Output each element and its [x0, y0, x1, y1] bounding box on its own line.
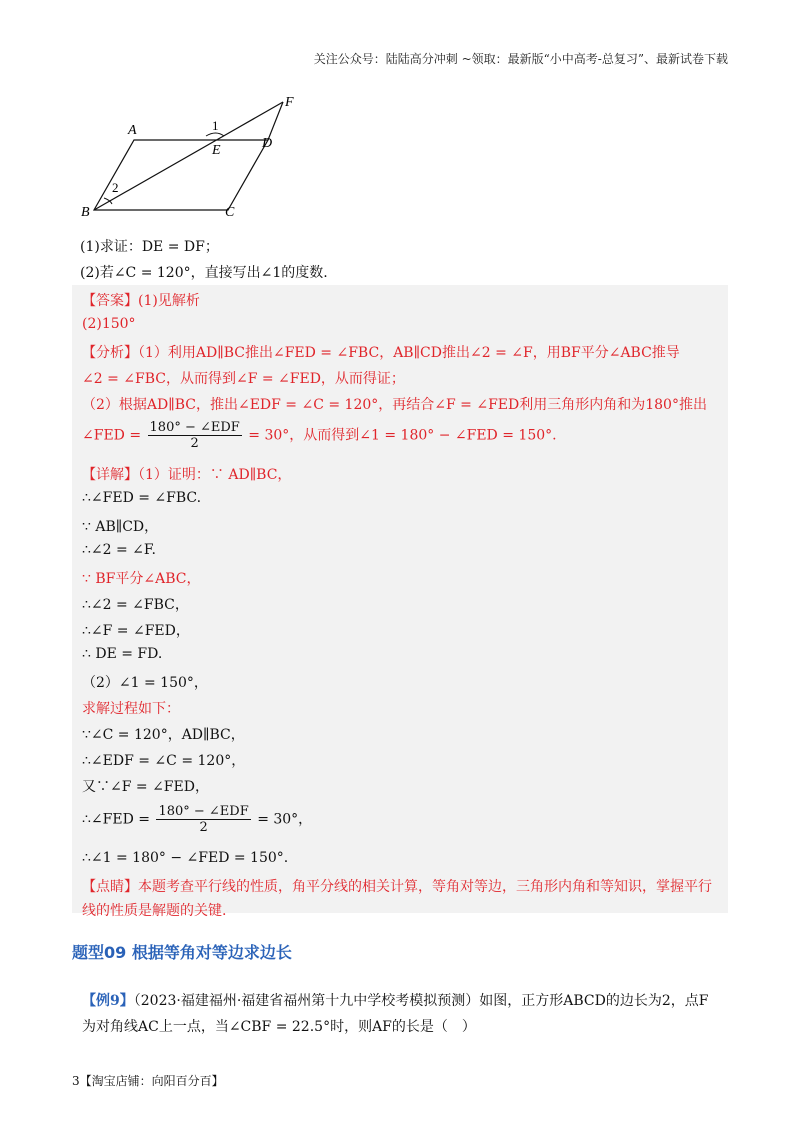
- analysis-fraction-denominator: 2: [190, 436, 199, 451]
- analysis-text-3: （2）根据AD∥BC，推出∠EDF = ∠C = 120°，再结合∠F = ∠FED利用三角形内角和为180°推出: [82, 397, 707, 413]
- segment-df: [268, 102, 283, 140]
- detail-final: ∴∠1 = 180° − ∠FED = 150°.: [82, 850, 289, 866]
- answer-line-1: [82, 290, 200, 310]
- comment-text-1: 本题考查平行线的性质，角平分线的相关计算，等角对等边，三角形内角和等知识，掌握平行: [138, 879, 712, 895]
- analysis-label: 【分析】: [82, 345, 138, 361]
- answer-1: (1)见解析: [138, 293, 200, 309]
- detail-fraction-denominator: 2: [199, 820, 208, 835]
- section-title: 题型09 根据等角对等边求边长: [72, 943, 292, 962]
- analysis-text-1: （1）利用AD∥BC推出∠FED = ∠FBC，AB∥CD推出∠2 = ∠F，用BF平分∠ABC推导: [138, 345, 680, 361]
- detail-step: 求解过程如下：: [82, 701, 180, 717]
- point-c-label: C: [225, 205, 235, 220]
- page-header: 关注公众号：陆陆高分冲刺 ~领取：最新版“小中高考-总复习”、最新试卷下载: [313, 52, 728, 66]
- angle-1-label: 1: [212, 118, 219, 133]
- analysis-text-2: ∠2 = ∠FBC，从而得到∠F = ∠FED，从而得证；: [82, 371, 405, 387]
- detail-fraction-pre: ∴∠FED =: [82, 811, 150, 828]
- detail-step: ∴∠2 = ∠F.: [82, 542, 156, 558]
- example-text-2: 为对角线AC上一点，当∠CBF = 22.5°时，则AF的长是（ ）: [82, 1019, 476, 1035]
- analysis-fraction: [148, 420, 242, 451]
- detail-fraction-line: [82, 804, 312, 835]
- detail-step: ∵∠C = 120°，AD∥BC，: [82, 727, 245, 743]
- detail-step: 又∵∠F = ∠FED，: [82, 779, 209, 795]
- detail-fraction: [156, 804, 250, 835]
- point-f-label: F: [285, 95, 294, 110]
- detail-step: （2）∠1 = 150°，: [82, 675, 208, 691]
- point-b-label: B: [81, 205, 90, 220]
- point-e-label: E: [212, 143, 221, 158]
- detail-step: ∵ AB∥CD，: [82, 519, 159, 535]
- example-line-1: [82, 990, 709, 1010]
- comment-line-1: [82, 876, 712, 896]
- angle-1-arc: [206, 133, 224, 136]
- point-a-label: A: [128, 123, 137, 138]
- example-label: 【例9】: [82, 993, 134, 1009]
- parallelogram-figure: [78, 92, 308, 222]
- analysis-fraction-numerator: 180° − ∠EDF: [149, 420, 240, 435]
- example-text-1: （2023·福建福州·福建省福州第十九中学校考模拟预测）如图，正方形ABCD的边长为2，点F: [133, 993, 709, 1009]
- detail-label: 【详解】: [82, 467, 138, 483]
- analysis-line-4: [82, 420, 557, 451]
- detail-step: ∴∠EDF = ∠C = 120°，: [82, 753, 246, 769]
- question-1: (1)求证：DE = DF；: [80, 239, 219, 255]
- detail-fraction-post: = 30°，: [257, 811, 313, 828]
- detail-fraction-numerator: 180° − ∠EDF: [158, 804, 249, 819]
- detail-step: ∵ BF平分∠ABC，: [82, 571, 201, 587]
- point-d-label: D: [262, 136, 273, 151]
- analysis-4-post: = 30°，从而得到∠1 = 180° − ∠FED = 150°.: [248, 427, 557, 444]
- analysis-line-1: [82, 342, 680, 362]
- angle-2-label: 2: [112, 180, 119, 195]
- answer-label: 【答案】: [82, 293, 138, 309]
- comment-text-2: 线的性质是解题的关键.: [82, 903, 227, 919]
- segment-bf: [94, 102, 283, 210]
- detail-intro: （1）证明：∵ AD∥BC，: [138, 467, 292, 483]
- comment-label: 【点睛】: [82, 879, 138, 895]
- analysis-4-pre: ∠FED =: [82, 427, 142, 444]
- detail-step: ∴∠F = ∠FED，: [82, 623, 190, 639]
- detail-line-1: [82, 464, 291, 484]
- page-footer: 3【淘宝店铺：向阳百分百】: [72, 1074, 224, 1088]
- detail-step: ∴∠2 = ∠FBC，: [82, 597, 189, 613]
- detail-step: ∴∠FED = ∠FBC.: [82, 490, 202, 506]
- detail-step: ∴ DE = FD.: [82, 646, 163, 662]
- answer-2: (2)150°: [82, 316, 136, 332]
- parallelogram-abcd: [94, 140, 268, 210]
- question-2: (2)若∠C = 120°，直接写出∠1的度数.: [80, 265, 328, 281]
